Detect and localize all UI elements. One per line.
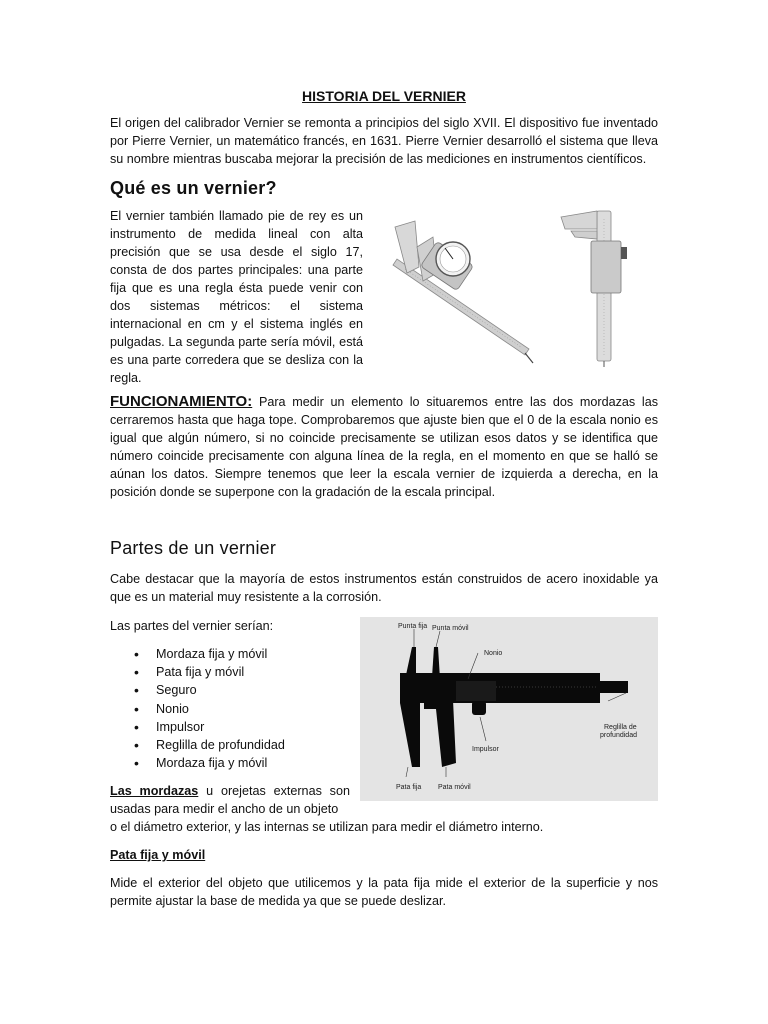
mordazas-line1: u orejetas externas son usadas para medir el ancho de un objeto — [110, 784, 350, 817]
list-item: • Mordaza fija y móvil — [136, 645, 363, 663]
section-partes-list — [110, 617, 658, 818]
list-item: • Reglilla de profundidad — [136, 736, 363, 754]
list-item: • Seguro — [136, 681, 363, 699]
mordazas-label: Las mordazas — [110, 784, 199, 799]
label-nonio: Nonio — [484, 650, 503, 657]
intro-paragraph: El origen del calibrador Vernier se remonta a principios del siglo XVII. El dispositivo fue inventado por Pierre Vernier, un matemático francés, en 1631. Pierre Vernier desarrolló el sistema que lleva su nombre mientras buscaba mejorar la precisión de las mediciones en instrumentos científicos. — [110, 116, 658, 166]
funcionamiento-heading: FUNCIONAMIENTO: — [110, 393, 253, 410]
mordazas-paragraph — [110, 782, 350, 818]
pata-heading: Pata fija y móvil — [110, 848, 206, 863]
funcionamiento-body: Para medir un elemento lo situaremos entre las dos mordazas las cerraremos hasta que haga tope. Comprobaremos que ajuste bien que el 0 de la escala nonio es igual que algún número, si no coincide precisamente se utilizan esos datos y se identifica que número coincide precisamente con alguna línea de la regla, en el momento en que se halló se aúnan los datos. Siempre tenemos que leer la escala vernier de izquierda a derecha, en la posición donde se superpone con la gradación de la escala principal. — [110, 395, 658, 499]
label-punta-movil: Punta móvil — [432, 625, 469, 632]
dial-caliper-image — [393, 221, 533, 363]
list-item: • Mordaza fija y móvil — [136, 754, 363, 772]
funcionamiento-paragraph — [110, 393, 658, 501]
list-item: • Pata fija y móvil — [136, 663, 363, 681]
vernier-parts-diagram — [360, 617, 658, 801]
label-pata-movil: Pata móvil — [438, 784, 471, 791]
label-pata-fija: Pata fija — [396, 784, 422, 791]
list-item: • Nonio — [136, 700, 363, 718]
label-impulsor: Impulsor — [472, 746, 499, 753]
label-reglilla-2: profundidad — [600, 732, 637, 739]
list-item: • Impulsor — [136, 718, 363, 736]
que-es-paragraph: El vernier también llamado pie de rey es un instrumento de medida lineal con alta precisión que se usa desde el siglo 17, consta de dos partes principales: una parte fija que es una regla ésta puede venir con dos sistemas métricos: el sistema internacional en cm y el sistema inglés en pulgadas. La segunda parte sería móvil, está es una parte corredera que se desliza con la regla. — [110, 209, 363, 385]
document-page — [110, 84, 658, 910]
section-que-es — [110, 207, 658, 387]
section-heading-que-es: Qué es un vernier? — [110, 178, 277, 198]
mordazas-line2: o el diámetro exterior, y las internas se utilizan para medir el diámetro interno. — [110, 820, 544, 835]
parts-column — [110, 617, 363, 818]
document-title: HISTORIA DEL VERNIER — [302, 88, 466, 104]
vernier-photos-figure — [385, 207, 660, 367]
partes-paragraph: Cabe destacar que la mayoría de estos instrumentos están construidos de acero inoxidable ya que es un material muy resistente a la corrosión. — [110, 572, 658, 604]
classic-caliper-image — [561, 211, 627, 367]
pata-paragraph: Mide el exterior del objeto que utilicemos y la pata fija mide el exterior de la superficie y nos permite ajustar la base de medida ya que se puede deslizar. — [110, 876, 658, 909]
section-heading-partes: Partes de un vernier — [110, 538, 277, 558]
label-reglilla-1: Reglilla de — [604, 724, 637, 731]
label-punta-fija: Punta fija — [398, 623, 428, 630]
parts-intro: Las partes del vernier serían: — [110, 619, 274, 633]
parts-list — [110, 645, 363, 772]
